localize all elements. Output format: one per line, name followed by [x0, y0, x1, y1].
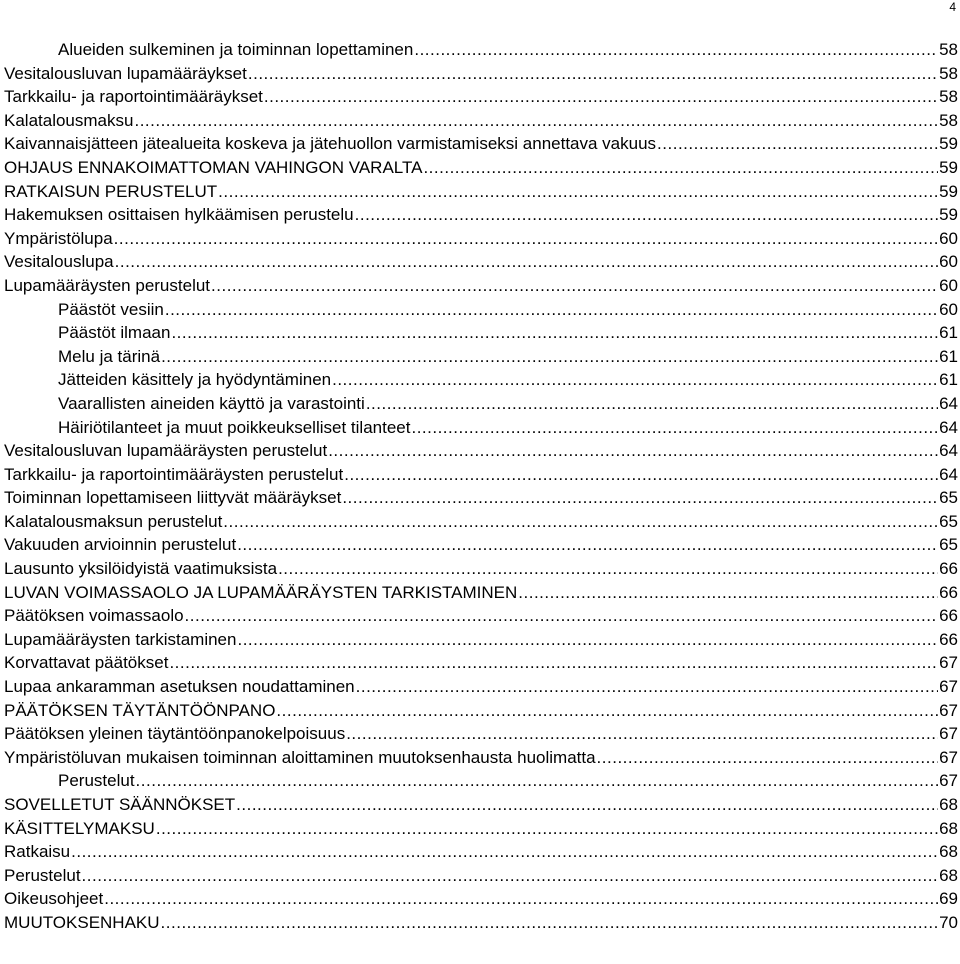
toc-entry-page: 58	[939, 110, 958, 130]
toc-entry-title: Päätöksen yleinen täytäntöönpanokelpoisuus	[4, 724, 346, 744]
toc-entry-title: Päätöksen voimassaolo	[4, 606, 184, 626]
toc-entry-title: Lausunto yksilöidyistä vaatimuksista	[4, 559, 278, 579]
toc-entry-page: 65	[939, 511, 958, 531]
toc-entry-title: Toiminnan lopettamiseen liittyvät määräykset	[4, 488, 342, 508]
dot-leader	[223, 510, 938, 534]
toc-entry-page: 68	[939, 842, 958, 862]
dot-leader	[411, 416, 938, 440]
toc-entry[interactable]	[4, 581, 958, 605]
toc-entry[interactable]	[4, 368, 958, 392]
dot-leader	[82, 864, 939, 888]
dot-leader	[161, 345, 938, 369]
toc-entry-title: Perustelut	[58, 771, 135, 791]
dot-leader	[211, 274, 938, 298]
toc-entry-title: Perustelut	[4, 865, 81, 885]
toc-entry[interactable]	[4, 180, 958, 204]
dot-leader	[276, 699, 938, 723]
toc-entry-page: 67	[939, 724, 958, 744]
toc-entry-page: 60	[939, 275, 958, 295]
dot-leader	[218, 180, 938, 204]
toc-entry[interactable]	[4, 911, 958, 935]
toc-entry-page: 59	[939, 134, 958, 154]
toc-entry-page: 65	[939, 535, 958, 555]
dot-leader	[236, 793, 938, 817]
toc-entry-title: SOVELLETUT SÄÄNNÖKSET	[4, 795, 236, 814]
toc-entry-title: MUUTOKSENHAKU	[4, 912, 160, 932]
toc-entry-page: 58	[939, 63, 958, 83]
toc-entry-page: 67	[939, 677, 958, 697]
toc-entry[interactable]	[4, 203, 958, 227]
toc-entry[interactable]	[4, 321, 958, 345]
toc-entry[interactable]	[4, 345, 958, 369]
dot-leader	[237, 533, 938, 557]
toc-entry[interactable]	[4, 392, 958, 416]
toc-entry-title: Tarkkailu- ja raportointimääräykset	[4, 87, 263, 107]
toc-entry[interactable]	[4, 675, 958, 699]
toc-entry-page: 59	[939, 205, 958, 225]
toc-entry-title: Tarkkailu- ja raportointimääräysten perustelut	[4, 464, 344, 484]
toc-entry[interactable]	[4, 62, 958, 86]
toc-entry-title: Korvattavat päätökset	[4, 653, 169, 673]
dot-leader	[344, 463, 938, 487]
dot-leader	[171, 321, 938, 345]
toc-entry[interactable]	[4, 132, 958, 156]
toc-entry[interactable]	[4, 533, 958, 557]
toc-entry[interactable]	[4, 722, 958, 746]
toc-entry-title: Lupamääräysten perustelut	[4, 275, 211, 295]
toc-entry-page: 64	[939, 441, 958, 461]
toc-entry-page: 61	[939, 346, 958, 366]
dot-leader	[342, 486, 938, 510]
toc-entry-title: LUVAN VOIMASSAOLO JA LUPAMÄÄRÄYSTEN TARKISTAMINEN	[4, 582, 518, 602]
toc-entry-page: 60	[939, 228, 958, 248]
toc-entry-title: KÄSITTELYMAKSU	[4, 818, 155, 838]
toc-entry[interactable]	[4, 557, 958, 581]
toc-entry[interactable]	[4, 486, 958, 510]
toc-entry-page: 58	[939, 87, 958, 107]
toc-entry-title: Päästöt vesiin	[58, 299, 164, 319]
toc-entry-title: Melu ja tärinä	[58, 346, 161, 366]
dot-leader	[366, 392, 938, 416]
dot-leader	[237, 628, 938, 652]
dot-leader	[71, 840, 938, 864]
toc-entry[interactable]	[4, 651, 958, 675]
toc-entry[interactable]	[4, 699, 958, 723]
toc-entry-page: 64	[939, 417, 958, 437]
toc-entry[interactable]	[4, 887, 958, 911]
toc-entry-title: Jätteiden käsittely ja hyödyntäminen	[58, 370, 332, 390]
toc-entry[interactable]	[4, 250, 958, 274]
dot-leader	[185, 604, 939, 628]
dot-leader	[114, 227, 938, 251]
toc-entry-title: Vaarallisten aineiden käyttö ja varastointi	[58, 393, 365, 413]
toc-entry-page: 61	[939, 323, 958, 343]
dot-leader	[597, 746, 939, 770]
dot-leader	[518, 581, 938, 605]
toc-entry-title: Vesitalousluvan lupamääräykset	[4, 63, 247, 83]
toc-entry[interactable]	[4, 156, 958, 180]
toc-entry-title: Ympäristöluvan mukaisen toiminnan aloittaminen muutoksenhausta huolimatta	[4, 747, 596, 767]
toc-entry-title: Vesitalousluvan lupamääräysten perustelut	[4, 441, 328, 461]
toc-entry[interactable]	[4, 793, 958, 817]
dot-leader	[161, 911, 939, 935]
toc-entry-title: Oikeusohjeet	[4, 889, 104, 909]
toc-entry-title: Päästöt ilmaan	[58, 323, 171, 343]
toc-entry-page: 68	[939, 865, 958, 885]
toc-entry-title: Kaivannaisjätteen jätealueita koskeva ja jätehuollon varmistamiseksi annettava vakuus	[4, 134, 657, 154]
toc-entry[interactable]	[4, 769, 958, 793]
toc-entry-page: 61	[939, 370, 958, 390]
dot-leader	[156, 817, 938, 841]
toc-entry-page: 60	[939, 299, 958, 319]
dot-leader	[165, 298, 938, 322]
toc-entry[interactable]	[4, 864, 958, 888]
dot-leader	[134, 109, 938, 133]
toc-entry-page: 68	[939, 795, 958, 814]
toc-entry-title: Hakemuksen osittaisen hylkäämisen perustelu	[4, 205, 354, 225]
dot-leader	[104, 887, 938, 911]
toc-entry-page: 64	[939, 464, 958, 484]
toc-entry[interactable]	[4, 817, 958, 841]
dot-leader	[115, 250, 938, 274]
toc-entry[interactable]	[4, 746, 958, 770]
toc-entry-title: Ympäristölupa	[4, 228, 113, 248]
toc-entry-page: 64	[939, 393, 958, 413]
dot-leader	[264, 85, 938, 109]
toc-entry-page: 68	[939, 818, 958, 838]
dot-leader	[136, 769, 939, 793]
toc-entry[interactable]	[4, 840, 958, 864]
dot-leader	[657, 132, 938, 156]
dot-leader	[423, 156, 938, 180]
toc-entry-title: Lupaa ankaramman asetuksen noudattaminen	[4, 677, 355, 697]
toc-entry-title: PÄÄTÖKSEN TÄYTÄNTÖÖNPANO	[4, 700, 276, 720]
page-number: 4	[949, 0, 956, 14]
toc-entry[interactable]	[4, 85, 958, 109]
toc-entry-title: Vesitalouslupa	[4, 252, 114, 272]
toc-entry-page: 69	[939, 889, 958, 909]
toc-entry-page: 58	[939, 40, 958, 59]
toc-entry[interactable]	[4, 109, 958, 133]
toc-entry[interactable]	[4, 298, 958, 322]
toc-entry-title: Ratkaisu	[4, 842, 71, 862]
dot-leader	[328, 439, 938, 463]
toc-entry-page: 65	[939, 488, 958, 508]
toc-entry-page: 67	[939, 771, 958, 791]
toc-entry-page: 67	[939, 653, 958, 673]
toc-entry-page: 59	[939, 157, 958, 177]
toc-entry-page: 60	[939, 252, 958, 272]
toc-entry-page: 59	[939, 181, 958, 201]
toc-entry-title: Kalatalousmaksun perustelut	[4, 511, 223, 531]
toc-entry-title: Kalatalousmaksu	[4, 110, 134, 130]
dot-leader	[356, 675, 938, 699]
toc-entry[interactable]	[4, 510, 958, 534]
dot-leader	[346, 722, 938, 746]
toc-entry-title: Alueiden sulkeminen ja toiminnan lopettaminen	[58, 40, 414, 59]
toc-entry[interactable]	[4, 227, 958, 251]
toc-entry-page: 66	[939, 629, 958, 649]
toc-entry-page: 66	[939, 559, 958, 579]
dot-leader	[332, 368, 938, 392]
toc-entry[interactable]	[4, 416, 958, 440]
table-of-contents	[4, 38, 958, 935]
toc-entry[interactable]	[4, 274, 958, 298]
toc-entry[interactable]	[4, 463, 958, 487]
toc-entry-page: 66	[939, 606, 958, 626]
toc-entry-page: 70	[939, 912, 958, 932]
dot-leader	[169, 651, 938, 675]
toc-entry-title: Vakuuden arvioinnin perustelut	[4, 535, 237, 555]
toc-entry-page: 66	[939, 582, 958, 602]
toc-entry[interactable]	[4, 439, 958, 463]
toc-entry-title: Lupamääräysten tarkistaminen	[4, 629, 237, 649]
toc-entry[interactable]	[4, 38, 958, 62]
dot-leader	[248, 62, 938, 86]
toc-entry[interactable]	[4, 604, 958, 628]
toc-entry-page: 67	[939, 747, 958, 767]
dot-leader	[278, 557, 938, 581]
toc-entry[interactable]	[4, 628, 958, 652]
toc-entry-title: Häiriötilanteet ja muut poikkeukselliset tilanteet	[58, 417, 411, 437]
dot-leader	[355, 203, 938, 227]
toc-entry-title: RATKAISUN PERUSTELUT	[4, 181, 218, 201]
toc-entry-page: 67	[939, 700, 958, 720]
dot-leader	[414, 38, 938, 62]
toc-entry-title: OHJAUS ENNAKOIMATTOMAN VAHINGON VARALTA	[4, 157, 423, 177]
